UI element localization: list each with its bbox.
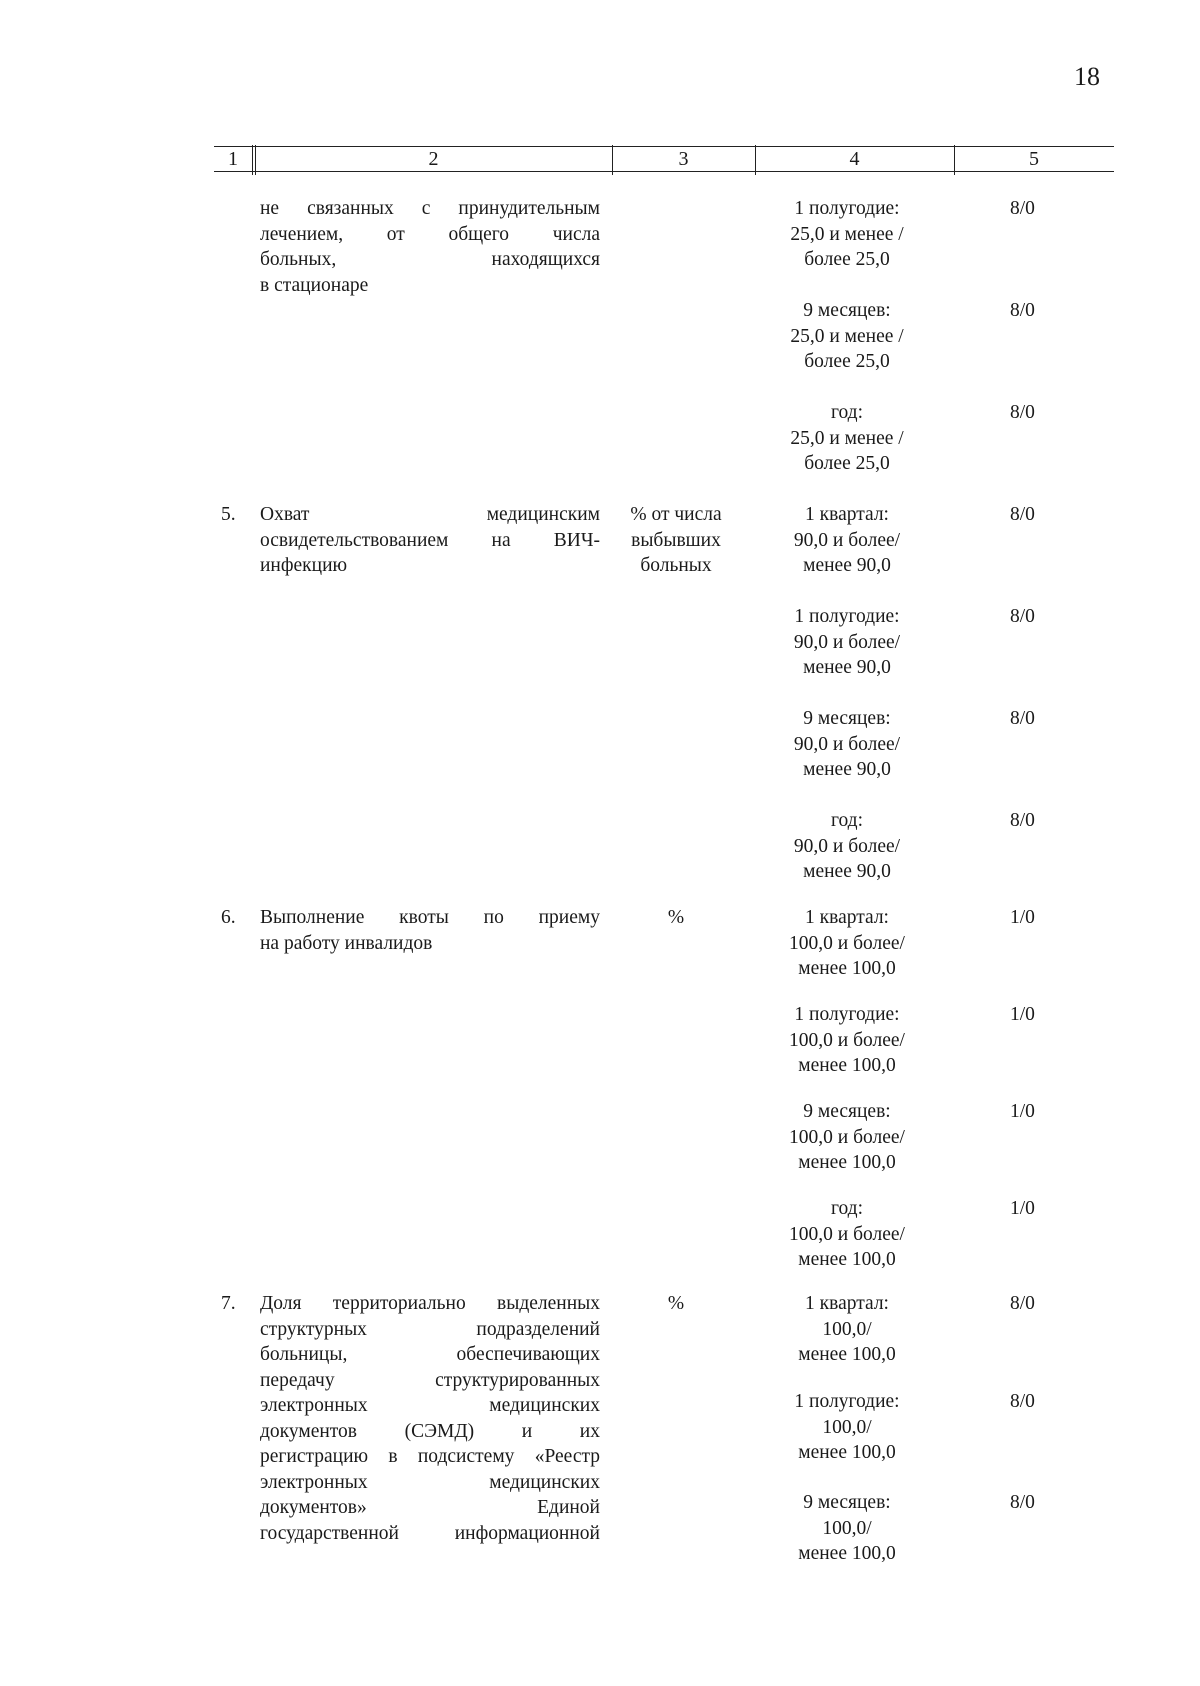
table-header [214,146,1114,172]
period-cell [757,196,937,273]
text-line: электронных медицинских [260,1395,600,1416]
text-line: 1 полугодие: [794,1391,900,1412]
score-cell: 8/0 [1010,198,1035,219]
text-line: 100,0 и более/ [789,1126,905,1148]
text-line: год: [830,810,864,831]
text-line: структурных подразделений [260,1318,600,1340]
text-line: 1 квартал: [805,907,889,928]
text-line: 90,0 и более/ [793,835,901,857]
text-line: больных [640,555,712,576]
text-line: 100,0 и более/ [789,932,905,954]
period-cell [757,400,937,477]
text-line: 1 полугодие: [794,606,900,627]
text-line: больных, находящихся [260,249,600,270]
period-cell [757,1196,937,1273]
text-line: % [667,907,685,928]
text-line: менее 100,0 [798,1344,896,1365]
score-cell: 8/0 [1010,402,1035,423]
period-cell [757,808,937,885]
score-cell: 8/0 [1010,606,1035,627]
text-line: менее 100,0 [798,1442,896,1463]
score-cell: 8/0 [1010,1492,1035,1513]
period-cell [757,1002,937,1079]
period-cell [757,1389,937,1466]
header-col-4: 4 [849,148,860,170]
text-line: 1 квартал: [805,1293,889,1314]
row-description [260,1291,600,1546]
header-col-5: 5 [1029,148,1039,170]
text-line: выбывших [631,529,721,551]
header-col-1: 1 [228,148,238,170]
period-cell [757,905,937,982]
score-cell: 1/0 [1010,1004,1035,1025]
text-line: менее 100,0 [798,1055,896,1076]
row-continued-description [260,196,600,298]
page-number: 18 [1074,62,1100,91]
text-line: 1 квартал: [805,504,889,525]
text-line: 90,0 и более/ [793,631,901,653]
header-col-2: 2 [428,148,439,170]
period-cell [757,1490,937,1567]
score-cell: 1/0 [1010,907,1035,928]
period-cell [757,1099,937,1176]
text-line: документов (СЭМД) и их [260,1420,600,1442]
text-line: регистрацию в подсистему «Реестр [260,1446,600,1467]
text-line: 100,0 и более/ [789,1223,905,1245]
text-line: 9 месяцев: [803,708,891,729]
period-cell [757,502,937,579]
text-line: 25,0 и менее / [790,427,904,449]
text-line: % [667,1293,685,1314]
text-line: государственной информационной [260,1522,600,1544]
text-line: более 25,0 [804,453,890,474]
score-cell: 1/0 [1010,1198,1035,1219]
text-line: 100,0/ [822,1318,872,1340]
text-line: год: [830,1198,864,1219]
text-line: более 25,0 [804,351,890,372]
score-cell: 1/0 [1010,1101,1035,1122]
text-line: 90,0 и более/ [793,733,901,755]
text-line: 1 полугодие: [794,198,900,219]
text-line: 9 месяцев: [803,1492,891,1513]
text-line: Доля территориально выделенных [260,1293,600,1314]
text-line: менее 100,0 [798,1249,896,1270]
text-line: освидетельствованием на ВИЧ- [260,529,600,551]
text-line: 9 месяцев: [803,1101,891,1122]
text-line: менее 90,0 [803,657,891,678]
row-description [260,905,600,956]
text-line: передачу структурированных [260,1369,600,1391]
text-line: инфекцию [260,555,348,576]
text-line: в стационаре [260,274,369,296]
unit-cell [612,502,740,579]
text-line: менее 90,0 [803,555,891,576]
row-number: 5. [221,504,236,525]
score-cell: 8/0 [1010,300,1035,321]
text-line: год: [830,402,864,423]
period-cell [757,298,937,375]
text-line: менее 90,0 [803,759,891,780]
text-line: документов» Единой [260,1497,600,1518]
row-number: 7. [221,1293,236,1314]
text-line: электронных медицинских [260,1471,600,1493]
text-line: на работу инвалидов [260,932,433,954]
text-line: менее 100,0 [798,1543,896,1564]
unit-cell [612,1291,740,1317]
text-line: больницы, обеспечивающих [260,1344,600,1365]
row-number: 6. [221,907,236,928]
period-cell [757,604,937,681]
score-cell: 8/0 [1010,1293,1035,1314]
text-line: более 25,0 [804,249,890,270]
text-line: менее 100,0 [798,1152,896,1173]
text-line: % от числа [630,504,722,525]
text-line: Выполнение квоты по приему [260,907,600,928]
text-line: 9 месяцев: [803,300,891,321]
text-line: лечением, от общего числа [260,223,600,245]
text-line: 90,0 и более/ [793,529,901,551]
text-line: 25,0 и менее / [790,223,904,245]
text-line: менее 90,0 [803,861,891,882]
row-description [260,502,600,579]
score-cell: 8/0 [1010,504,1035,525]
score-cell: 8/0 [1010,1391,1035,1412]
unit-cell [612,905,740,931]
text-line: не связанных с принудительным [260,198,600,219]
score-cell: 8/0 [1010,810,1035,831]
text-line: 100,0/ [822,1416,872,1438]
text-line: 100,0/ [822,1517,872,1539]
text-line: 25,0 и менее / [790,325,904,347]
text-line: Охват медицинским [260,504,600,525]
score-cell: 8/0 [1010,708,1035,729]
period-cell [757,1291,937,1368]
period-cell [757,706,937,783]
text-line: 100,0 и более/ [789,1029,905,1051]
text-line: менее 100,0 [798,958,896,979]
header-col-3: 3 [678,148,689,170]
text-line: 1 полугодие: [794,1004,900,1025]
